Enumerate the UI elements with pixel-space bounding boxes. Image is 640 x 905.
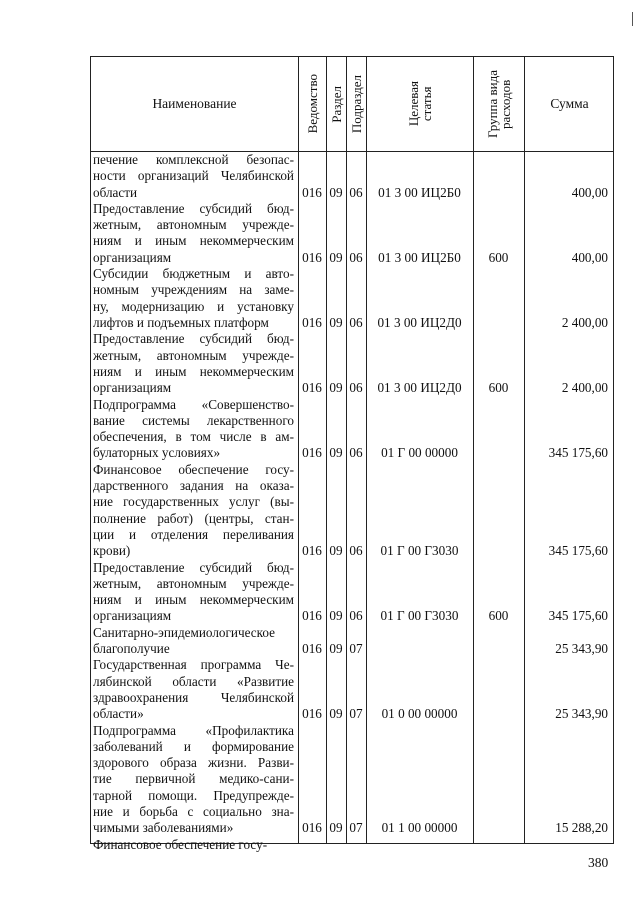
row-target-article: 01 Г 00 00000 bbox=[381, 445, 458, 461]
row-subsection: 06 bbox=[349, 380, 363, 396]
row-name-line: тарной помощи. Предупрежде- bbox=[93, 787, 294, 803]
table-row bbox=[91, 837, 615, 853]
row-name-line: Государственная программа Че- bbox=[93, 657, 294, 673]
table-row bbox=[91, 266, 615, 331]
header-expense-group: Группа вида расходов bbox=[484, 70, 513, 138]
row-name bbox=[93, 657, 294, 722]
row-department: 016 bbox=[302, 249, 322, 265]
row-section: 09 bbox=[329, 314, 343, 330]
header-section: Раздел bbox=[328, 85, 344, 123]
row-name-line: области» bbox=[93, 706, 144, 722]
row-subsection: 07 bbox=[349, 706, 363, 722]
row-sum: 345 175,60 bbox=[548, 543, 608, 559]
row-subsection: 06 bbox=[349, 543, 363, 559]
row-subsection: 06 bbox=[349, 314, 363, 330]
row-sum: 15 288,20 bbox=[555, 820, 608, 836]
row-target-article: 01 3 00 ИЦ2Б0 bbox=[378, 184, 461, 200]
row-department: 016 bbox=[302, 640, 322, 656]
row-name-line: Финансовое обеспечение госу- bbox=[93, 461, 294, 477]
row-department: 016 bbox=[302, 820, 322, 836]
row-subsection: 07 bbox=[349, 820, 363, 836]
row-target-article: 01 Г 00 Г3030 bbox=[380, 543, 459, 559]
budget-table bbox=[90, 56, 614, 852]
table-row bbox=[91, 201, 615, 266]
row-department: 016 bbox=[302, 608, 322, 624]
row-name-line: Подпрограмма «Профилактика bbox=[93, 722, 294, 738]
row-name bbox=[93, 397, 294, 462]
row-name-line: организациям bbox=[93, 249, 172, 265]
row-section: 09 bbox=[329, 249, 343, 265]
row-name-line: Санитарно-эпидемиологическое bbox=[93, 624, 275, 640]
row-expense-group: 600 bbox=[488, 249, 509, 265]
row-subsection: 06 bbox=[349, 184, 363, 200]
row-subsection: 07 bbox=[349, 640, 363, 656]
row-department: 016 bbox=[302, 445, 322, 461]
row-section: 09 bbox=[329, 820, 343, 836]
row-name-line: Предоставление субсидий бюд- bbox=[93, 200, 294, 216]
row-name-line: Подпрограмма «Совершенство- bbox=[93, 396, 294, 412]
row-section: 09 bbox=[329, 706, 343, 722]
row-department: 016 bbox=[302, 706, 322, 722]
row-target-article: 01 3 00 ИЦ2Д0 bbox=[377, 380, 462, 396]
row-name bbox=[93, 201, 294, 266]
row-name-line: ниям и иным некоммерческим bbox=[93, 233, 294, 249]
row-name bbox=[93, 625, 294, 658]
row-name-line: ну, модернизацию и установку bbox=[93, 298, 294, 314]
row-name-line: ниям и иным некоммерческим bbox=[93, 592, 294, 608]
row-name bbox=[93, 462, 294, 560]
row-name-line: полнение работ) (центры, стан- bbox=[93, 510, 294, 526]
row-sum: 345 175,60 bbox=[548, 445, 608, 461]
row-name-line: области bbox=[93, 184, 138, 200]
row-name-line: тие первичной медико-сани- bbox=[93, 771, 294, 787]
row-name-line: Предоставление субсидий бюд- bbox=[93, 331, 294, 347]
row-name-line: ции и отделения переливания bbox=[93, 526, 294, 542]
page-edge-mark bbox=[632, 12, 633, 26]
row-target-article: 01 Г 00 Г3030 bbox=[380, 608, 459, 624]
header-name: Наименование bbox=[152, 96, 237, 111]
page-number: 380 bbox=[588, 855, 609, 870]
row-name-line: обеспечения, в том числе в ам- bbox=[93, 429, 294, 445]
row-name-line: организациям bbox=[93, 380, 172, 396]
row-name bbox=[93, 266, 294, 331]
row-sum: 25 343,90 bbox=[555, 640, 608, 656]
row-name-line: жетным, автономным учрежде- bbox=[93, 575, 294, 591]
row-name-line: ние государственных услуг (вы- bbox=[93, 494, 294, 510]
row-target-article: 01 0 00 00000 bbox=[381, 706, 458, 722]
row-section: 09 bbox=[329, 640, 343, 656]
row-name-line: номным учреждениям на заме- bbox=[93, 282, 294, 298]
row-sum: 2 400,00 bbox=[561, 314, 608, 330]
row-name-line: лябинской области «Развитие bbox=[93, 673, 294, 689]
row-target-article: 01 3 00 ИЦ2Б0 bbox=[378, 249, 461, 265]
row-name bbox=[93, 152, 294, 201]
row-name-line: ниям и иным некоммерческим bbox=[93, 363, 294, 379]
row-expense-group: 600 bbox=[488, 380, 509, 396]
row-sum: 345 175,60 bbox=[548, 608, 608, 624]
row-department: 016 bbox=[302, 543, 322, 559]
header-target-article: Целевая статья bbox=[405, 81, 434, 127]
row-subsection: 06 bbox=[349, 445, 363, 461]
row-name bbox=[93, 837, 294, 853]
row-section: 09 bbox=[329, 380, 343, 396]
row-target-article: 01 3 00 ИЦ2Д0 bbox=[377, 314, 462, 330]
row-sum: 2 400,00 bbox=[561, 380, 608, 396]
table-row bbox=[91, 152, 615, 201]
header-subsection: Подраздел bbox=[348, 74, 364, 134]
row-sum: 400,00 bbox=[571, 249, 608, 265]
row-name-line: печение комплексной безопас- bbox=[93, 152, 294, 167]
row-name-line: здравоохранения Челябинской bbox=[93, 689, 294, 705]
header-sum: Сумма bbox=[550, 96, 589, 111]
row-name bbox=[93, 331, 294, 396]
row-name-line: Предоставление субсидий бюд- bbox=[93, 559, 294, 575]
row-section: 09 bbox=[329, 184, 343, 200]
row-name-line: Финансовое обеспечение госу- bbox=[93, 836, 268, 852]
row-section: 09 bbox=[329, 543, 343, 559]
row-name-line: вание системы лекарственного bbox=[93, 412, 294, 428]
row-subsection: 06 bbox=[349, 249, 363, 265]
row-sum: 400,00 bbox=[571, 184, 608, 200]
table-row bbox=[91, 723, 615, 837]
row-sum: 25 343,90 bbox=[555, 706, 608, 722]
row-name-line: жетным, автономным учрежде- bbox=[93, 217, 294, 233]
row-name-line: крови) bbox=[93, 543, 131, 559]
table-row bbox=[91, 397, 615, 462]
row-name-line: здорового образа жизни. Разви- bbox=[93, 755, 294, 771]
row-name-line: ние и борьба с социально зна- bbox=[93, 803, 294, 819]
row-department: 016 bbox=[302, 380, 322, 396]
row-name-line: жетным, автономным учрежде- bbox=[93, 347, 294, 363]
row-name-line: благополучие bbox=[93, 640, 170, 656]
table-row bbox=[91, 625, 615, 658]
row-department: 016 bbox=[302, 314, 322, 330]
table-row bbox=[91, 560, 615, 625]
row-section: 09 bbox=[329, 445, 343, 461]
row-name-line: ности организаций Челябинской bbox=[93, 168, 294, 184]
row-name-line: заболеваний и формирование bbox=[93, 738, 294, 754]
table-row bbox=[91, 331, 615, 396]
row-expense-group: 600 bbox=[488, 608, 509, 624]
row-name-line: организациям bbox=[93, 608, 172, 624]
row-name-line: чимыми заболеваниями» bbox=[93, 820, 234, 836]
row-name bbox=[93, 723, 294, 837]
row-name-line: Субсидии бюджетным и авто- bbox=[93, 266, 294, 282]
row-name-line: лифтов и подъемных платформ bbox=[93, 314, 269, 330]
row-name-line: булаторных условиях» bbox=[93, 445, 221, 461]
row-section: 09 bbox=[329, 608, 343, 624]
row-name bbox=[93, 560, 294, 625]
row-department: 016 bbox=[302, 184, 322, 200]
table-row bbox=[91, 657, 615, 722]
row-target-article: 01 1 00 00000 bbox=[381, 820, 458, 836]
row-name-line: дарственного задания на оказа- bbox=[93, 477, 294, 493]
table-row bbox=[91, 462, 615, 560]
row-subsection: 06 bbox=[349, 608, 363, 624]
header-department: Ведомство bbox=[304, 74, 320, 134]
